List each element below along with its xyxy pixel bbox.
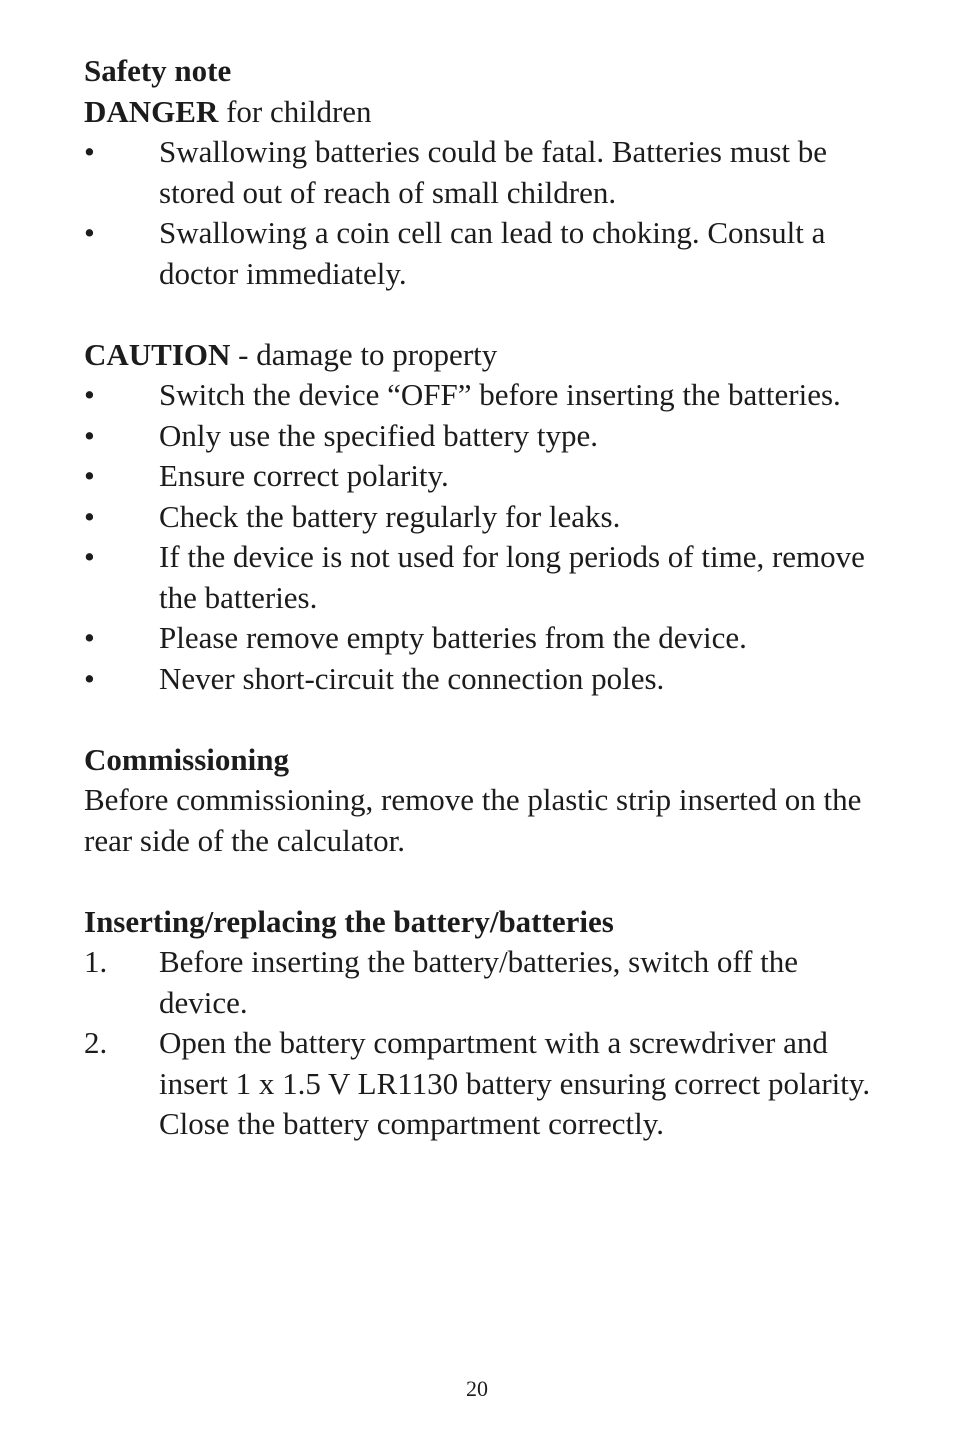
bullet: • [84, 498, 95, 534]
list-item [84, 416, 894, 457]
safety-heading: Safety note [84, 53, 232, 88]
commissioning-text: Before commissioning, remove the plastic strip inserted on the rear side of the calculator. [84, 782, 862, 858]
list-item [84, 618, 894, 659]
bullet: • [84, 215, 95, 250]
danger-text: for children [218, 93, 372, 129]
danger-label: DANGER [84, 93, 219, 129]
bullet: • [84, 417, 95, 453]
list-item-text: Check the battery regularly for leaks. [159, 498, 621, 534]
danger-line [84, 92, 894, 133]
inserting-heading: Inserting/replacing the battery/batteries [84, 903, 614, 939]
list-item [84, 497, 894, 538]
numbered-step [84, 1023, 894, 1145]
list-item [84, 537, 894, 618]
list-item-text: Swallowing a coin cell can lead to choking. Consult a doctor immediately. [159, 215, 826, 291]
list-item [84, 456, 894, 497]
caution-line [84, 335, 894, 376]
bullet: • [84, 620, 95, 655]
bullet: • [84, 539, 95, 574]
list-item-text: If the device is not used for long periods of time, remove the batteries. [159, 539, 865, 615]
list-item [84, 659, 894, 700]
caution-label: CAUTION [84, 336, 231, 372]
step-number: 1. [84, 944, 108, 979]
bullet: • [84, 458, 95, 493]
numbered-step [84, 942, 894, 1023]
list-item-text: Please remove empty batteries from the device. [159, 620, 747, 655]
list-item-text: Only use the specified battery type. [159, 417, 599, 453]
commissioning-heading: Commissioning [84, 741, 289, 777]
list-item-text: Switch the device “OFF” before inserting the batteries. [159, 377, 841, 412]
list-item-text: Ensure correct polarity. [159, 458, 449, 493]
page-number: 20 [466, 1376, 488, 1401]
list-item [84, 375, 894, 416]
bullet: • [84, 377, 95, 412]
list-item-text: Never short-circuit the connection poles. [159, 660, 665, 696]
step-text: Before inserting the battery/batteries, switch off the device. [159, 944, 799, 1020]
list-item-text: Swallowing batteries could be fatal. Batteries must be stored out of reach of small children. [159, 134, 828, 210]
list-item [84, 213, 894, 294]
bullet: • [84, 660, 95, 696]
caution-text: - damage to property [230, 336, 498, 372]
step-text: Open the battery compartment with a screwdriver and insert 1 x 1.5 V LR1130 battery ensuring correct polarity. Close the battery compartment correctly. [159, 1025, 871, 1141]
list-item [84, 132, 894, 213]
step-number: 2. [84, 1025, 108, 1060]
bullet: • [84, 134, 95, 169]
document-page [84, 51, 894, 1145]
